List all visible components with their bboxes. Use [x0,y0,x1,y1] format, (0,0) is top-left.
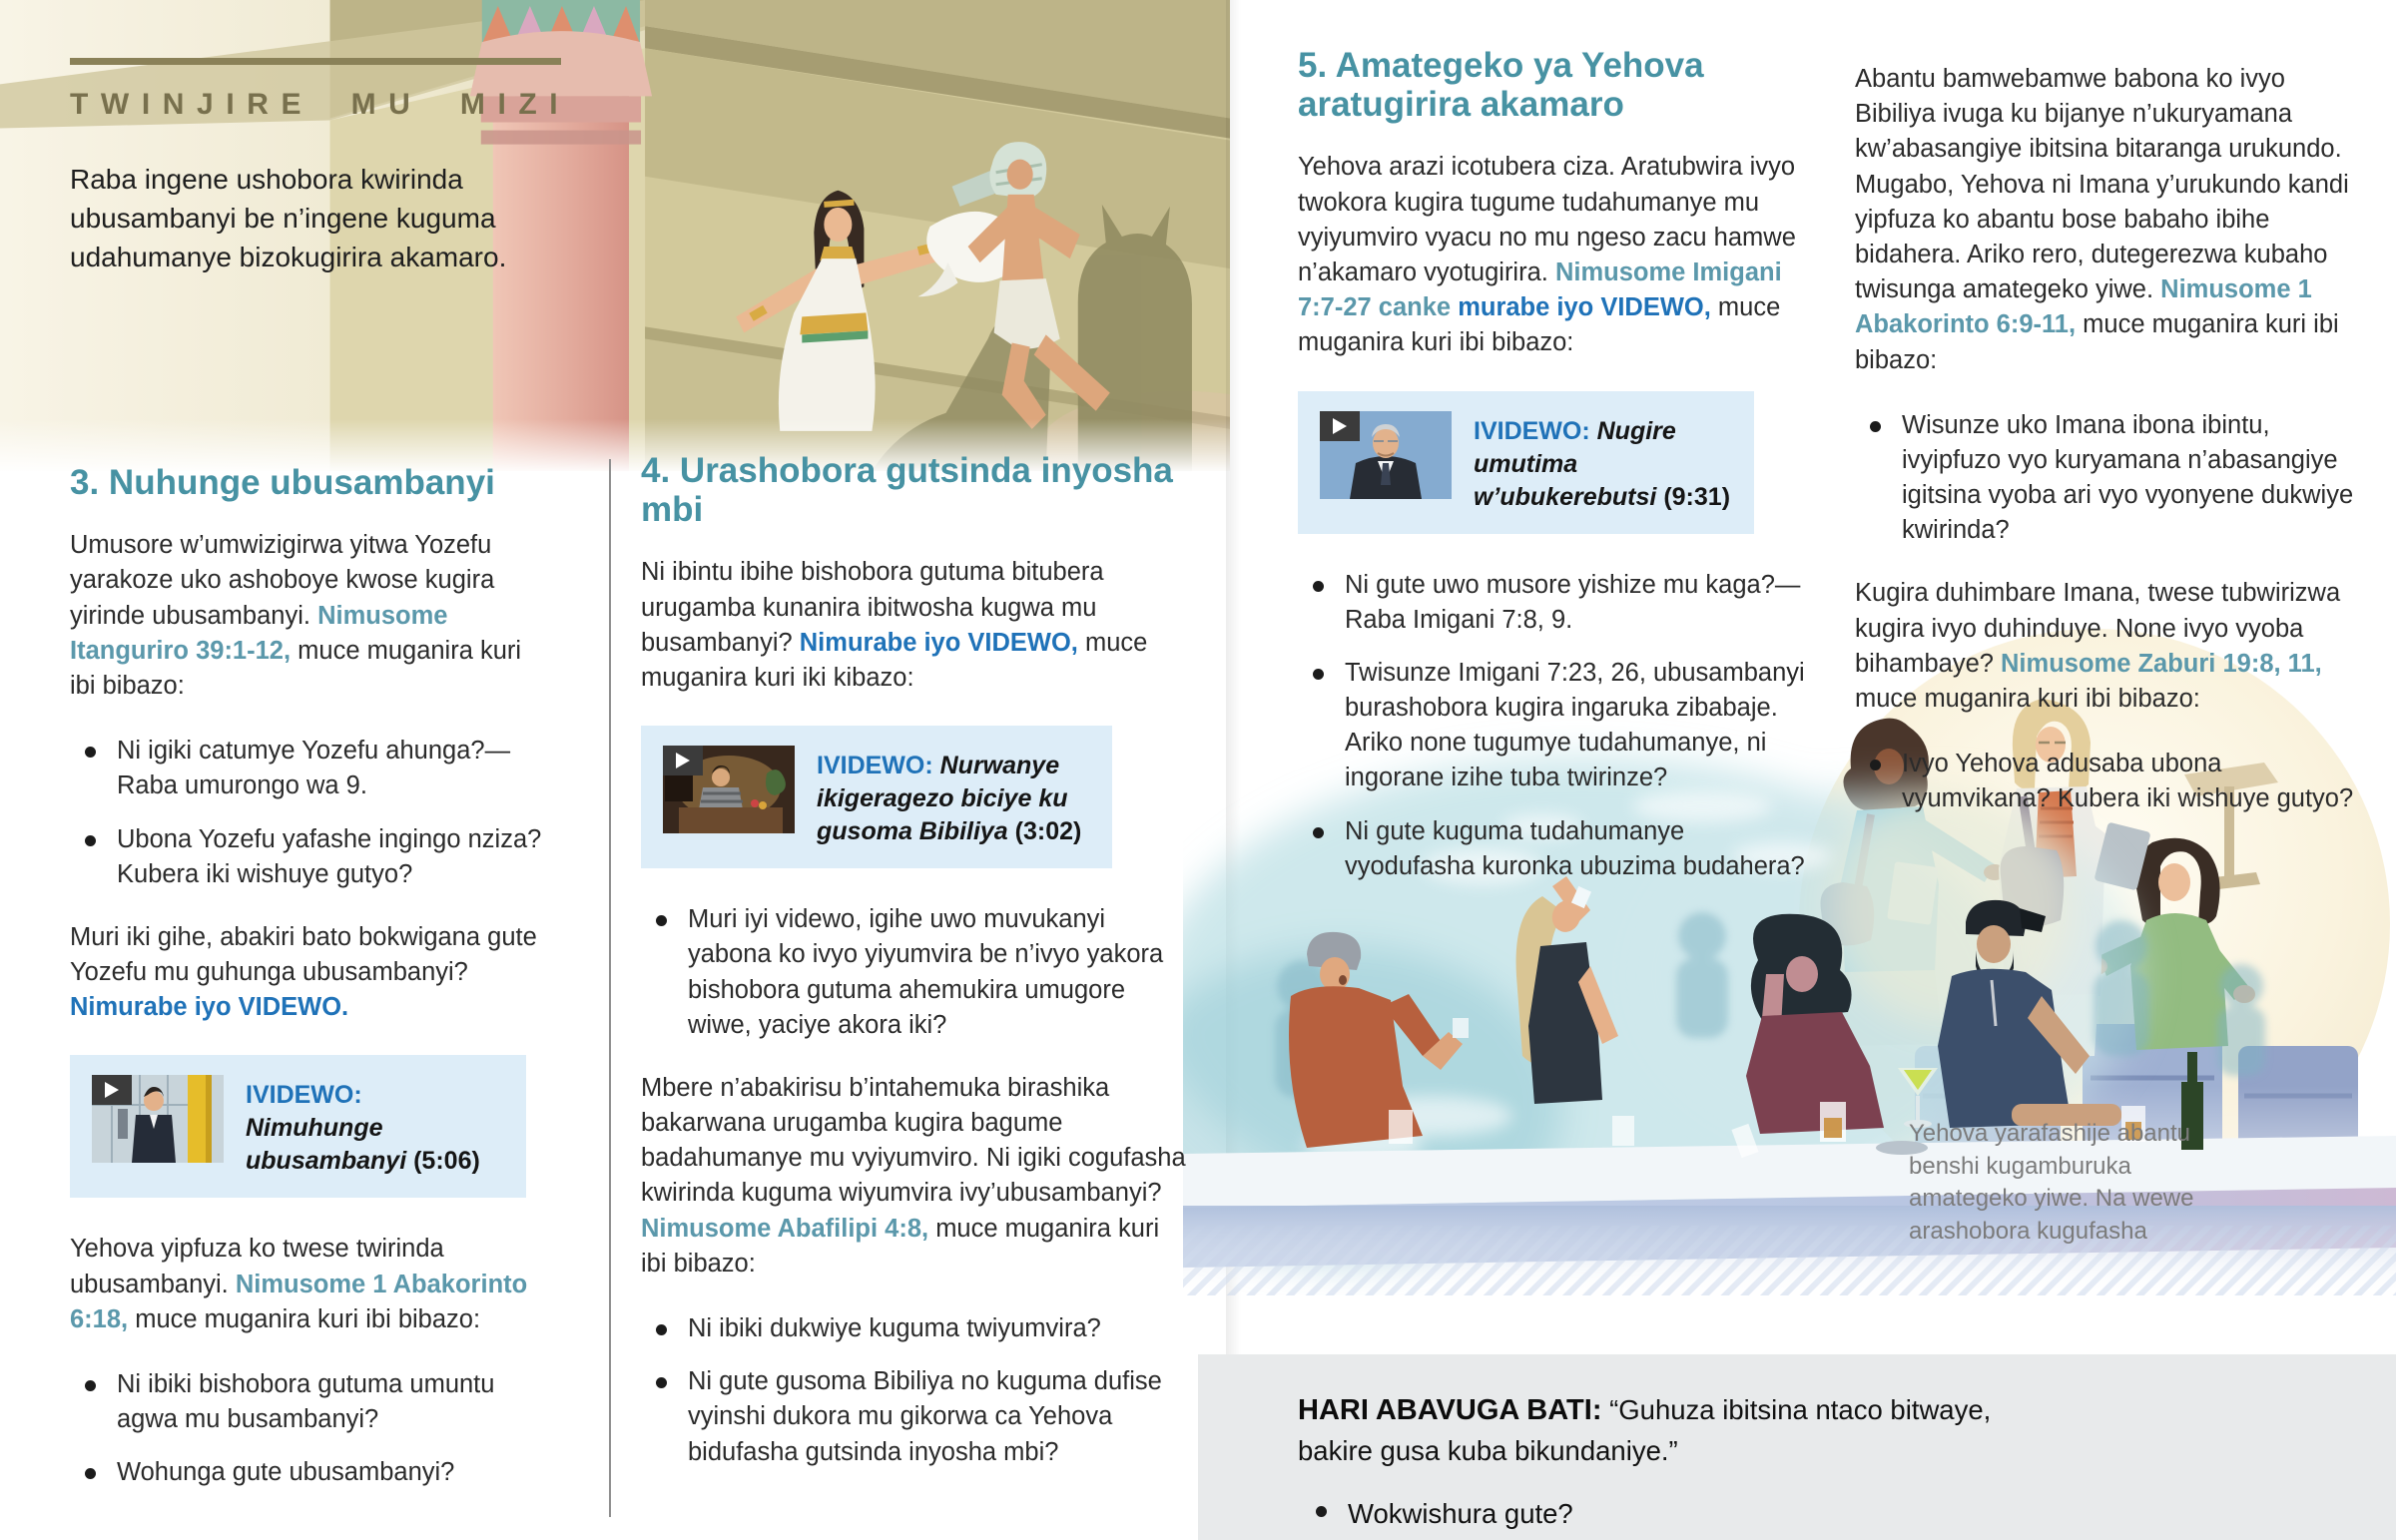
text-run: muce muganira kuri ibi bibazo: [641,1214,1160,1278]
video-thumbnail[interactable] [663,746,795,833]
scripture-link[interactable]: Nimusome Zaburi 19:8, 11, [2001,649,2322,678]
section-3-title: 3. Nuhunge ubusambanyi [70,463,495,502]
text-run: muce muganira kuri ibi bibazo: [1855,310,2339,374]
video-caption [1474,411,1732,514]
question-list [1855,747,2359,816]
column-section-4 [641,451,1188,1498]
list-item [70,1455,549,1490]
section-5-title: 5. Amategeko ya Yehova aratugirira akamaro [1298,46,1704,125]
text-run: Muri iki gihe, abakiri bato bokwigana gute Yozefu mu guhunga ubusambanyi? [70,922,537,987]
video-link[interactable]: murabe iyo VIDEWO, [1458,293,1711,322]
video-duration: (5:06) [413,1147,480,1176]
video-duration: (9:31) [1663,482,1731,511]
text-run: muce muganira kuri ibi bibazo: [128,1304,481,1333]
video-label: IVIDEWO: [246,1081,362,1110]
scripture-link[interactable]: Nimusome 1 Abakorinto 6:18, [70,1270,528,1333]
video-thumbnail[interactable] [92,1075,224,1163]
list-item [1855,408,2359,549]
list-item [1298,1494,2017,1533]
column-section-3 [70,463,549,1519]
video-thumbnail[interactable] [1320,411,1452,499]
question-text: Ubona Yozefu yafashe ingingo nziza? Kubera iki wishuye gutyo? [117,824,542,888]
question-text: Ni igiki catumye Yozefu ahunga?—Raba umurongo wa 9. [117,737,511,800]
question-text: Ni gute kuguma tudahumanye vyodufasha kuronka ubuzima budahera? [1345,816,1805,880]
video-link[interactable]: Nimurabe iyo VIDEWO, [799,628,1078,657]
saying-content [1198,1354,2057,1533]
question-list [70,734,549,892]
lesson-intro: Raba ingene ushobora kwirinda ubusambanyi be n’ingene kuguma udahumanye bizokugirira akamaro. [70,164,507,273]
play-icon[interactable] [1320,411,1360,441]
video-label: IVIDEWO: [817,752,933,780]
some-people-say-box [1198,1354,2396,1540]
list-item [70,822,549,892]
list-item [1298,814,1813,884]
video-caption [246,1075,504,1178]
text-run: Ni ibintu ibihe bishobora gutuma bitubera urugamba kunanira ibitwosha kugwa mu busambanyi? [641,558,1104,657]
video-box-nugire-umutima[interactable] [1298,391,1754,534]
text-run: Kugira duhimbare Imana, twese tubwirizwa kugira ivyo duhinduye. None ivyo vyoba bihambaye? [1855,579,2341,678]
text-run: muce muganira kuri ibi bibazo: [70,636,522,700]
paragraph [70,920,549,1026]
question-list [641,902,1188,1043]
paragraph [1855,62,2359,378]
video-title[interactable]: Nimuhunge ubusambanyi [246,1114,407,1176]
question-list [641,1311,1188,1470]
text-run: Umusore w’umwizigirwa yitwa Yozefu yarakoze uko ashoboye kwose kugira yirinde ubusambanyi. [70,531,495,630]
column-section-5 [1298,46,1813,912]
column-section-5-continued [1855,62,2359,845]
list-item [1855,747,2359,816]
question-list [70,1367,549,1491]
text-run: muce muganira kuri ibi bibazo: [1855,685,2200,713]
video-label: IVIDEWO: [1474,416,1590,445]
scripture-link[interactable]: Nimusome 1 Abakorinto 6:9-11, [1855,275,2312,339]
video-title[interactable]: Nurwanye ikigeragezo biciye ku gusoma Bibiliya [817,752,1068,846]
play-icon[interactable] [663,746,703,775]
paragraph [1855,576,2359,717]
scripture-link[interactable]: Nimusome Imigani 7:7-27 canke [1298,257,1782,322]
question-text: Wohunga gute ubusambanyi? [117,1458,455,1487]
question-text: Ni ibiki dukwiye kuguma twiyumvira? [688,1314,1101,1342]
section-4-title: 4. Urashobora gutsinda inyosha mbi [641,451,1173,530]
list-item [641,1311,1188,1346]
question-text: Ni gute gusoma Bibiliya no kuguma dufise vyinshi dukora mu gikorwa ca Yehova bidufasha gutsinda inyosha mbi? [688,1367,1162,1466]
list-item [641,902,1188,1043]
text-run: Yehova arazi icotubera ciza. Aratubwira ivyo twokora kugira tugume tudahumanye mu vyiyumviro vyacu no mu ngeso zacu hamwe n’akamaro vyotugirira. [1298,153,1796,286]
question-text: Wokwishura gute? [1348,1498,1573,1530]
list-item [1298,656,1813,796]
text-run: Abantu bamwebamwe babona ko ivyo Bibiliya ivuga ku bijanye n’ukuryamana kw’abasangiye ibitsina bitaranga urukundo. Mugabo, Yehova ni Imana y’urukundo kandi yipfuza ko abantu bose babaho ibihe bidahera. Ariko rero, dutegerezwa kubaho twisunga amategeko yiwe. [1855,65,2349,304]
video-link[interactable]: Nimurabe iyo VIDEWO. [70,993,349,1022]
series-kicker: TWINJIRE MU MIZI [70,88,571,121]
paragraph [70,1232,549,1337]
question-list [1855,408,2359,549]
list-item [70,1367,549,1437]
column-divider-line [609,459,611,1517]
question-text: Ni ibiki bishobora gutuma umuntu agwa mu busambanyi? [117,1370,495,1434]
kicker-rule [70,58,561,65]
text-run: muce muganira kuri ibi bibazo: [1298,293,1781,357]
saying-quote: “Guhuza ibitsina ntaco bitwaye, bakire gusa kuba bikundaniye.” [1298,1394,1992,1467]
question-list [1298,568,1813,885]
play-icon[interactable] [92,1075,132,1105]
list-item [641,1364,1188,1470]
text-run: Mbere n’abakirisu b’intahemuka birashika bakarwana urugamba kugira bagume badahumanye mu vyiyumviro. Ni igiki cogufasha kwirinda kuguma wiyumvira ivy’ubusambanyi? [641,1073,1186,1208]
list-item [70,734,549,803]
illustration-caption: Yehova yarafashije abantu benshi kugamburuka amategeko yiwe. Na wewe arashobora kugufasha [1909,1120,2194,1245]
question-list [1298,1494,2017,1533]
question-text: Ni gute uwo musore yishize mu kaga?—Raba Imigani 7:8, 9. [1345,570,1801,634]
video-duration: (3:02) [1014,817,1082,846]
saying-label: HARI ABAVUGA BATI: [1298,1394,1602,1426]
question-text: Ivyo Yehova adusaba ubona vyumvikana? Kubera iki wishuye gutyo? [1902,750,2354,813]
text-run: Yehova yipfuza ko twese twirinda ubusambanyi. [70,1235,444,1298]
paragraph [1298,150,1813,360]
scripture-link[interactable]: Nimusome Abafilipi 4:8, [641,1214,929,1243]
paragraph [70,528,549,704]
video-caption [817,746,1090,848]
video-box-nurwanye[interactable] [641,726,1112,868]
scripture-link[interactable]: Nimusome Itanguriro 39:1-12, [70,601,448,665]
video-box-nimuhunge[interactable] [70,1055,526,1198]
text-run: muce muganira kuri iki kibazo: [641,628,1148,692]
paragraph [641,555,1188,696]
list-item [1298,568,1813,638]
question-text: Twisunze Imigani 7:23, 26, ubusambanyi burashobora kugira ingaruka zibabaje. Ariko none tugumye tudahumanye, ni ingorane izihe tuba twirinze? [1345,658,1805,792]
question-text: Wisunze uko Imana ibona ibintu, ivyipfuzo vyo kuryamana n’abasangiye igitsina vyoba ari vyo vyonyene dukwiye kwirinda? [1902,410,2354,545]
paragraph [641,1071,1188,1282]
question-text: Muri iyi videwo, igihe uwo muvukanyi yabona ko ivyo yiyumvira be n’ivyo yakora bishobora gutuma ahemukira umugore wiwe, yaciye akora iki? [688,905,1164,1039]
video-title[interactable]: Nugire umutima w’ubukerebutsi [1474,416,1676,511]
